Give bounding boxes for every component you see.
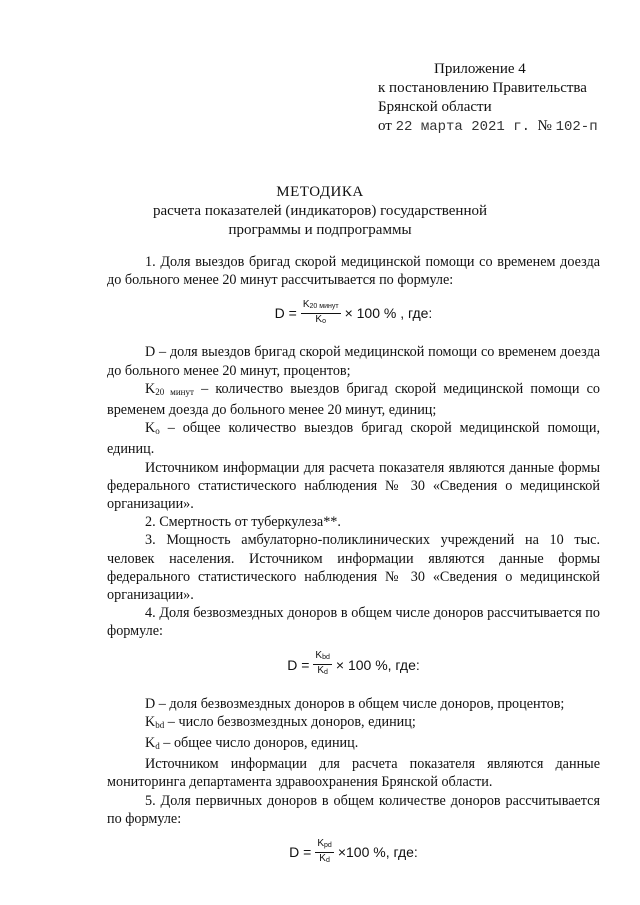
title-line-3: программы и подпрограммы [228,222,412,238]
formula-3: D = $\frac{\text{Kpd}}{Kd}$ ×100 %, где: [107,834,600,870]
document-title [0,183,640,240]
section-4-source: Источником информации для расчета показателя являются данные мониторинга департамента здравоохранения Брянской области. [107,756,600,791]
appendix-ref-line: к постановлению Правительства [378,80,587,96]
formula-2-fraction: $\frac{\text{Kbd}}{Kd}$ [315,650,330,677]
formula-2: D = $\frac{\text{Kbd}}{Kd}$ × 100 %, где: [107,647,600,683]
formula-3-fraction: $\frac{\text{Kpd}}{Kd}$ [317,837,332,864]
section-1-def-ko: Ko – общее количество выездов бригад скорой медицинской помощи, единиц. [107,420,600,458]
section-1-def-k20: K20 минут – количество выездов бригад скорой медицинской помощи со временем доезда до больного менее 20 минут, единиц; [107,380,600,419]
appendix-date-line: от 22 марта 2021 г. № 102-п [378,118,598,135]
title-main: МЕТОДИКА [276,184,364,200]
appendix-header [378,60,598,137]
formula-1-fraction: $\frac{\text{K20 минут}}{Ko}$ [302,298,339,325]
title-line-2: расчета показателей (индикаторов) государственной [152,203,488,219]
section-3-text: 3. Мощность амбулаторно-поликлинических учреждений на 10 тыс. человек населения. Источником информации являются данные формы федерального статистического наблюдения № 30 «Сведения о медицинской организации». [107,532,600,604]
section-5-text: 5. Доля первичных доноров в общем количестве доноров рассчитывается по формуле: [107,792,600,827]
section-1-text: 1. Доля выездов бригад скорой медицинской помощи со временем доезда до больного менее 20 минут рассчитывается по формуле: [107,254,600,289]
section-2-text: 2. Смертность от туберкулеза**. [145,514,341,531]
appendix-region-line: Брянской области [378,99,492,115]
appendix-number: Приложение 4 [434,61,526,77]
section-4-def-kd: Kd – общее число доноров, единиц. [145,735,359,752]
formula-1: D = $\frac{\text{K20 минут}}{Ko}$ × 100 % , где: [107,295,600,331]
appendix-date: 22 марта 2021 г. [395,119,531,135]
document-body [107,253,600,882]
section-1-def-d: D – доля выездов бригад скорой медицинской помощи со временем доезда до больного менее 20 минут, процентов; [107,344,600,379]
section-4-text: 4. Доля безвозмездных доноров в общем числе доноров рассчитывается по формуле: [107,605,600,640]
section-4-def-kbd: Kbd – число безвозмездных доноров, единиц; [145,713,416,730]
section-4-def-d: D – доля безвозмездных доноров в общем числе доноров, процентов; [145,695,565,712]
section-1-source: Источником информации для расчета показателя являются данные формы федерального статистического наблюдения № 30 «Сведения о медицинской организации». [107,459,600,513]
appendix-resolution-number: 102-п [555,119,598,135]
